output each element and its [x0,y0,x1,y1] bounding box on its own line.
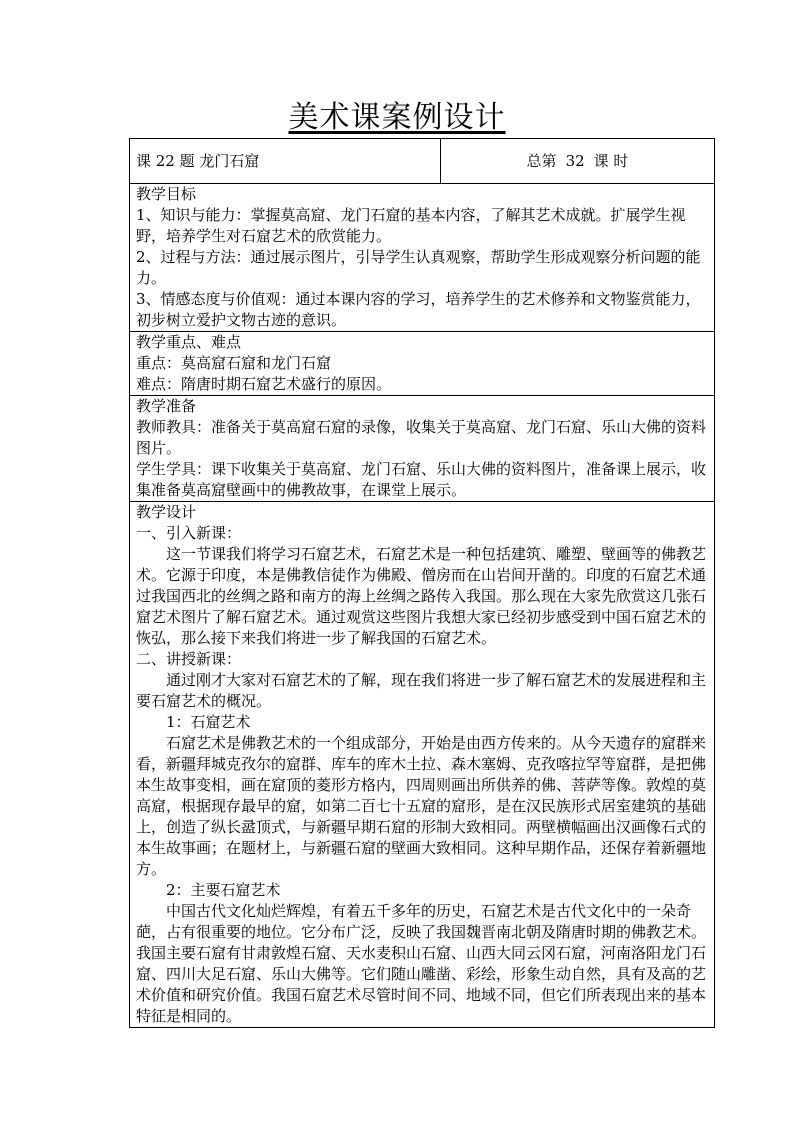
subsection-2-title: 2：主要石窟艺术 [166,881,281,899]
lesson-plan-table [129,138,715,1028]
objective-item: 3、情感态度与价值观：通过本课内容的学习，培养学生的艺术修养和文物鉴赏能力，初步树立爱护文物古迹的意识。 [136,290,701,329]
design-row [130,502,715,1028]
focus-row [130,332,715,396]
objectives-heading: 教学目标 [136,185,197,203]
section-1-paragraph: 这一节课我们将学习石窟艺术，石窟艺术是一种包括建筑、雕塑、壁画等的佛教艺术。它源于印度，本是佛教信徒作为佛殿、僧房而在山岩间开凿的。印度的石窟艺术通过我国西北的丝绸之路和南方的海上丝绸之路传入我国。那么现在大家先欣赏这几张石窟艺术图片了解石窟艺术。通过观赏这些图片我想大家已经初步感受到中国石窟艺术的恢弘，那么接下来我们将进一步了解我国的石窟艺术。 [136,545,707,647]
total-label: 总第 [526,151,557,170]
prep-cell [130,396,715,502]
subsection-2-paragraph: 中国古代文化灿烂辉煌，有着五千多年的历史，石窟艺术是古代文化中的一朵奇葩，占有很重要的地位。它分布广泛，反映了我国魏晋南北朝及隋唐时期的佛教艺术。我国主要石窟有甘肃敦煌石窟、天水麦积山石窟、山西大同云冈石窟，河南洛阳龙门石窟、四川大足石窟、乐山大佛等。它们随山雕凿、彩绘，形象生动自然，具有及高的艺术价值和研究价值。我国石窟艺术尽管时间不同、地域不同，但它们所表现出来的基本特征是相同的。 [136,902,707,1025]
period-unit: 课 时 [593,151,629,170]
total-number: 32 [565,151,585,170]
subsection-1-paragraph: 石窟艺术是佛教艺术的一个组成部分，开始是由西方传来的。从今天遗存的窟群来看，新疆拜城克孜尔的窟群、库车的库木土拉、森木塞姆、克孜喀拉罕等窟群，是把佛本生故事变相，画在窟顶的菱形方格内，四周则画出所供养的佛、菩萨等像。敦煌的莫高窟，根据现存最早的窟，如第二百七十五窟的窟形，是在汉民族形式居室建筑的基础上，创造了纵长盝顶式，与新疆早期石窟的形制大致相同。两壁横幅画出汉画像石式的本生故事画；在题材上，与新疆石窟的壁画大致相同。这种早期作品，还保存着新疆地方。 [136,734,707,878]
objectives-cell [130,184,715,332]
lesson-title-cell [130,139,441,184]
section-1-title: 一、引入新课： [136,524,242,542]
key-point: 重点：莫高窟石窟和龙门石窟 [136,354,332,372]
prep-row [130,396,715,502]
focus-heading: 教学重点、难点 [136,333,242,351]
difficult-point: 难点：隋唐时期石窟艺术盛行的原因。 [136,375,392,393]
design-cell [130,502,715,1028]
subsection-1-title: 1：石窟艺术 [166,713,251,731]
section-2-paragraph: 通过刚才大家对石窟艺术的了解，现在我们将进一步了解石窟艺术的发展进程和主要石窟艺术的概况。 [136,671,707,710]
focus-cell [130,332,715,396]
objective-item: 2、过程与方法：通过展示图片，引导学生认真观察，帮助学生形成观察分析问题的能力。 [136,248,701,287]
design-heading: 教学设计 [136,503,197,521]
section-2-title: 二、讲授新课： [136,650,242,668]
lesson-title: 课 22 题 龙门石窟 [136,151,260,170]
document-title: 美术课案例设计 [288,100,506,135]
teacher-prep: 教师教具：准备关于莫高窟石窟的录像，收集关于莫高窟、龙门石窟、乐山大佛的资料图片。 [136,418,707,457]
student-prep: 学生学具：课下收集关于莫高窟、龙门石窟、乐山大佛的资料图片，准备课上展示，收集准备莫高窟壁画中的佛教故事，在课堂上展示。 [136,460,707,499]
prep-heading: 教学准备 [136,397,197,415]
objectives-row [130,184,715,332]
header-row [130,139,715,184]
period-cell [441,139,715,184]
objective-item: 1、知识与能力：掌握莫高窟、龙门石窟的基本内容，了解其艺术成就。扩展学生视野，培养学生对石窟艺术的欣赏能力。 [136,206,686,245]
